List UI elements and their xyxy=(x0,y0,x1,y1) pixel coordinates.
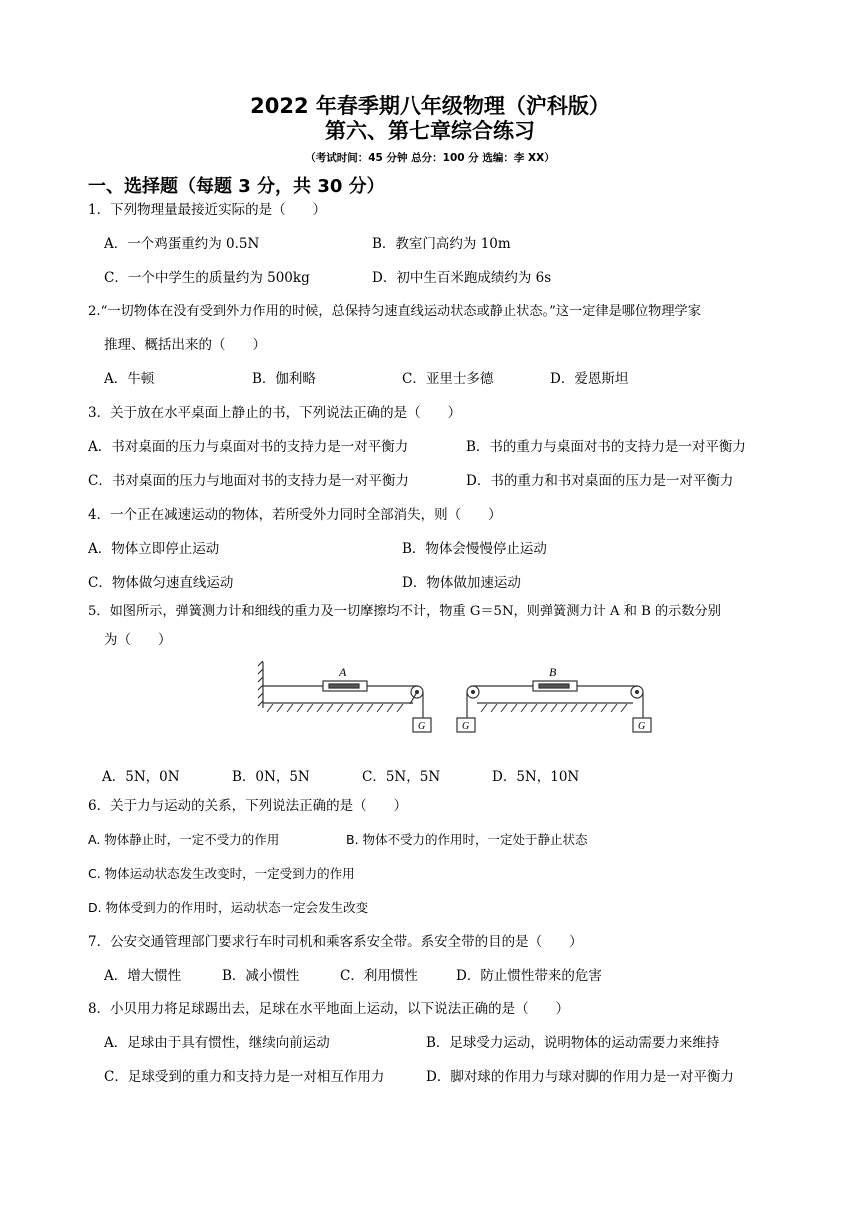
exam-subtitle: 第六、第七章综合练习 xyxy=(325,119,535,143)
q1-option-d: D．初中生百米跑成绩约为 6s xyxy=(372,270,552,286)
q6-option-b: B. 物体不受力的作用时，一定处于静止状态 xyxy=(346,832,588,847)
q4-option-a: A．物体立即停止运动 xyxy=(88,541,220,557)
exam-meta: （考试时间：45 分钟 总分：100 分 选编：李 XX） xyxy=(305,152,555,164)
q2-stem-line1: 2.“一切物体在没有受到外力作用的时候，总保持匀速直线运动状态或静止状态。”这一定律是哪位物理学家 xyxy=(88,304,701,319)
label-a: A xyxy=(339,665,347,679)
q4-stem: 4．一个正在减速运动的物体，若所受外力同时全部消失，则（ ） xyxy=(88,507,502,523)
q1-stem: 1．下列物理量最接近实际的是（ ） xyxy=(88,202,327,218)
q3-option-a: A．书对桌面的压力与桌面对书的支持力是一对平衡力 xyxy=(88,439,409,455)
q4-option-b: B．物体会慢慢停止运动 xyxy=(402,541,547,557)
q5-stem-line2: 为（ ） xyxy=(104,632,172,648)
q1-option-a: A．一个鸡蛋重约为 0.5N xyxy=(104,236,260,252)
q3-stem: 3．关于放在水平桌面上静止的书，下列说法正确的是（ ） xyxy=(88,405,462,421)
q2-stem-line2: 推理、概括出来的（ ） xyxy=(104,337,266,353)
q5-stem-line1: 5．如图所示，弹簧测力计和细线的重力及一切摩擦均不计，物重 G＝5N，则弹簧测力计 A 和 B 的示数分别 xyxy=(88,604,721,619)
q7-option-a: A．增大惯性 xyxy=(104,968,182,984)
q2-option-a: A．牛顿 xyxy=(104,371,155,387)
q5-option-a: A．5N，0N xyxy=(102,769,180,785)
section-title: 一、选择题（每题 3 分，共 30 分） xyxy=(88,176,385,197)
q5-option-b: B．0N，5N xyxy=(232,769,310,785)
q2-option-b: B．伽利略 xyxy=(252,371,316,387)
q3-option-b: B．书的重力与桌面对书的支持力是一对平衡力 xyxy=(466,439,746,455)
exam-title: 2022 年春季期八年级物理（沪科版） xyxy=(250,94,610,118)
q7-option-c: C．利用惯性 xyxy=(340,968,418,984)
q8-stem: 8．小贝用力将足球踢出去，足球在水平地面上运动，以下说法正确的是（ ） xyxy=(88,1001,570,1017)
label-b: B xyxy=(549,665,557,679)
q6-stem: 6．关于力与运动的关系，下列说法正确的是（ ） xyxy=(88,798,408,814)
q2-option-d: D．爱恩斯坦 xyxy=(550,371,629,387)
q6-option-c: C. 物体运动状态发生改变时，一定受到力的作用 xyxy=(88,866,355,881)
q1-option-c: C．一个中学生的质量约为 500kg xyxy=(104,270,310,286)
weight-label-mid: G xyxy=(462,721,470,732)
q6-option-d: D. 物体受到力的作用时，运动状态一定会发生改变 xyxy=(88,900,369,915)
q3-option-d: D．书的重力和书对桌面的压力是一对平衡力 xyxy=(466,473,734,489)
q8-option-b: B．足球受力运动，说明物体的运动需要力来维持 xyxy=(426,1035,720,1051)
q6-option-a: A. 物体静止时，一定不受力的作用 xyxy=(88,832,280,847)
q4-option-d: D．物体做加速运动 xyxy=(402,575,521,591)
q8-option-a: A．足球由于具有惯性，继续向前运动 xyxy=(104,1035,330,1051)
weight-label-right: G xyxy=(638,721,646,732)
q8-option-d: D．脚对球的作用力与球对脚的作用力是一对平衡力 xyxy=(426,1069,734,1085)
q3-option-c: C．书对桌面的压力与地面对书的支持力是一对平衡力 xyxy=(88,473,409,489)
q7-option-d: D．防止惯性带来的危害 xyxy=(456,968,602,984)
q7-stem: 7．公安交通管理部门要求行车时司机和乘客系安全带。系安全带的目的是（ ） xyxy=(88,934,583,950)
weight-label-left: G xyxy=(418,721,426,732)
spring-scale-figure xyxy=(255,656,665,740)
q5-option-d: D．5N，10N xyxy=(492,769,580,785)
q8-option-c: C．足球受到的重力和支持力是一对相互作用力 xyxy=(104,1069,385,1085)
q7-option-b: B．减小惯性 xyxy=(222,968,300,984)
q5-option-c: C．5N，5N xyxy=(362,769,441,785)
q1-option-b: B．教室门高约为 10m xyxy=(372,236,511,252)
q2-option-c: C．亚里士多德 xyxy=(402,371,494,387)
q4-option-c: C．物体做匀速直线运动 xyxy=(88,575,234,591)
